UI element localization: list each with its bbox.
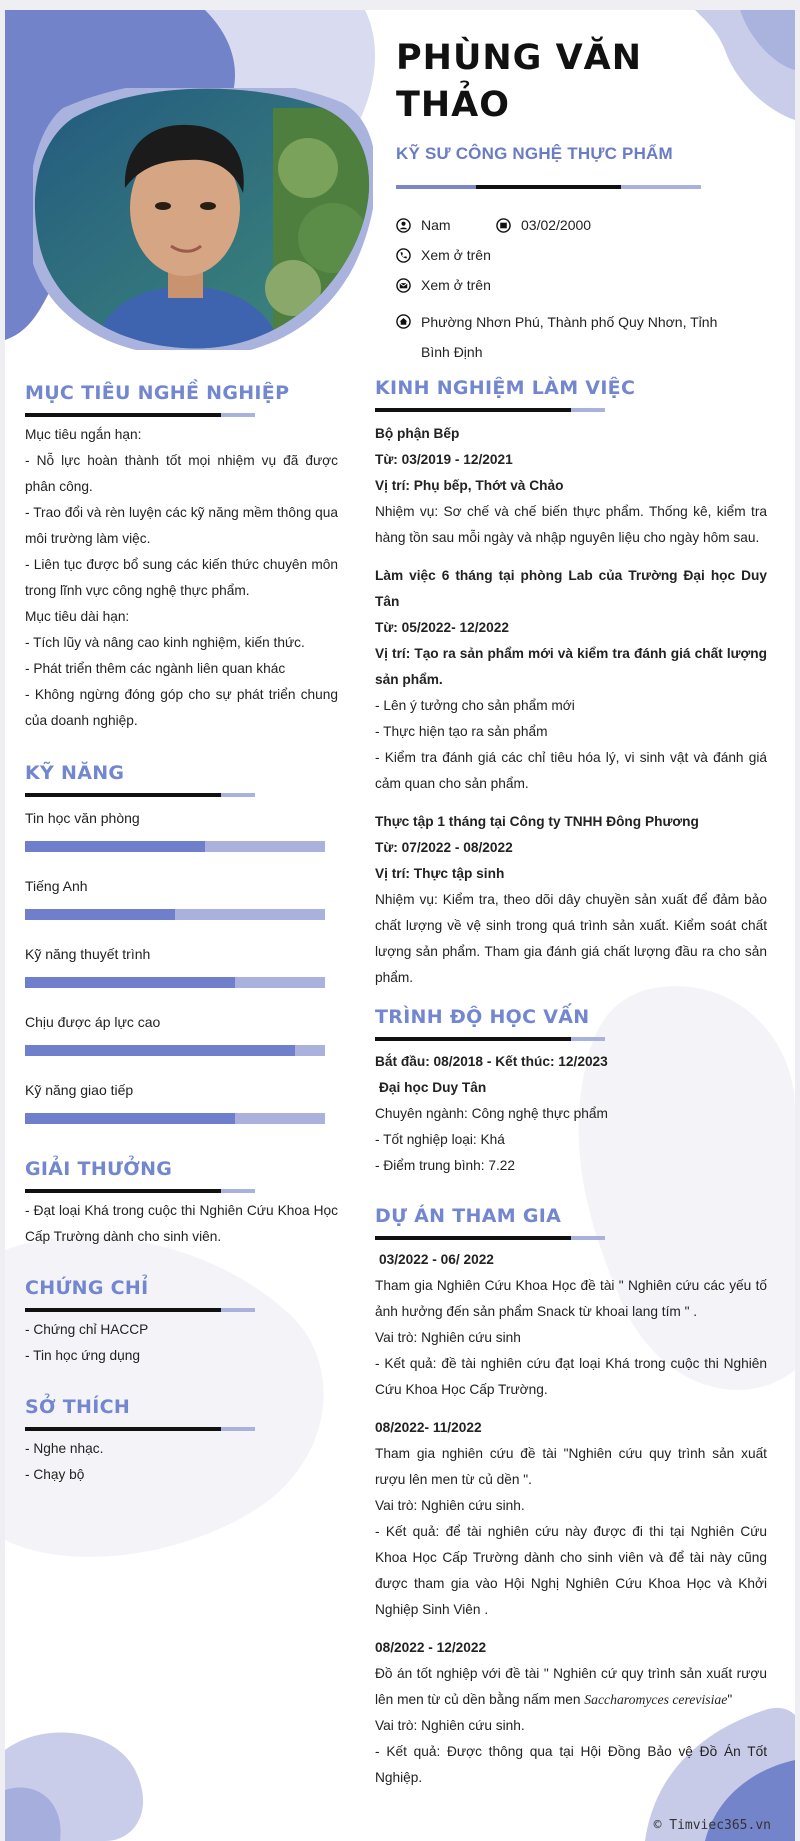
hobby-item: - Nghe nhạc. xyxy=(25,1441,104,1456)
awards-underline xyxy=(25,1189,221,1193)
skill-bar-pressure xyxy=(25,1045,325,1056)
candidate-name xyxy=(396,35,642,129)
job-title: KỸ SƯ CÔNG NGHỆ THỰC PHẨM xyxy=(396,144,673,163)
job-company: Thực tập 1 tháng tại Công ty TNHH Đông Phương xyxy=(375,814,699,829)
project-description: Tham gia Nghiên Cứu Khoa Học đề tài " Nghiên cứu các yếu tố ảnh hưởng đến sản phẩm Snack từ khoai lang tím " . xyxy=(375,1278,767,1319)
objective-line: - Liên tục được bổ sung các kiến thức chuyên môn trong lĩnh vực công nghệ thực phẩm. xyxy=(25,557,338,598)
education-line: - Tốt nghiệp loại: Khá xyxy=(375,1132,505,1147)
hobbies-heading: SỞ THÍCH xyxy=(25,1396,131,1418)
certificates-underline-accent xyxy=(221,1308,255,1312)
project-role: Vai trò: Nghiên cứu sinh. xyxy=(375,1498,525,1513)
certificates-list xyxy=(25,1317,338,1369)
project-description: Tham gia nghiên cứu đề tài "Nghiên cứu quy trình sản xuất rượu lên men từ củ dền ". xyxy=(375,1446,767,1487)
phone-value: Xem ở trên xyxy=(421,247,491,263)
awards-underline-accent xyxy=(221,1189,255,1193)
hobbies-list xyxy=(25,1436,338,1488)
objective-line: - Phát triển thêm các ngành liên quan khác xyxy=(25,661,286,676)
skill-label-communication: Kỹ năng giao tiếp xyxy=(25,1082,134,1098)
skills-heading: KỸ NĂNG xyxy=(25,762,125,784)
projects-underline xyxy=(375,1236,571,1240)
education-period: Bắt đầu: 08/2018 - Kết thúc: 12/2023 xyxy=(375,1054,608,1069)
objective-underline xyxy=(25,413,221,417)
watermark: © Timviec365.vn xyxy=(653,1818,771,1833)
name-line-2: THẢO xyxy=(396,85,511,125)
project-description xyxy=(375,1661,767,1713)
title-underline-right xyxy=(621,185,701,189)
project-species-name: Saccharomyces cerevisiae xyxy=(584,1692,728,1707)
project-description-prefix: Đồ án tốt nghiệp với đề tài " Nghiên cứ quy trình sản xuất rượu lên men từ củ dền bằng nấm men xyxy=(375,1666,767,1707)
experience-underline xyxy=(375,408,571,412)
hobbies-underline-accent xyxy=(221,1427,255,1431)
user-icon xyxy=(396,218,411,233)
skill-bar-presentation xyxy=(25,977,325,988)
skills-underline xyxy=(25,793,221,797)
certificates-heading: CHỨNG CHỈ xyxy=(25,1277,149,1299)
hobbies-underline xyxy=(25,1427,221,1431)
job-description: Nhiệm vụ: Sơ chế và chế biến thực phẩm. Thống kê, kiểm tra hàng tồn sau mỗi ngày và nhập nguyên liệu cho ngày hôm sau. xyxy=(375,504,767,545)
contact-phone xyxy=(396,247,491,263)
contact-dob xyxy=(496,217,591,233)
project-role: Vai trò: Nghiên cứu sinh. xyxy=(375,1718,525,1733)
project-role: Vai trò: Nghiên cứu sinh xyxy=(375,1330,521,1345)
project-period: 03/2022 - 06/ 2022 xyxy=(379,1252,494,1267)
email-value: Xem ở trên xyxy=(421,277,491,293)
experience-heading: KINH NGHIỆM LÀM VIỆC xyxy=(375,377,636,399)
job-position: Vị trí: Thực tập sinh xyxy=(375,866,505,881)
job-company: Bộ phận Bếp xyxy=(375,426,460,441)
skill-label-pressure: Chịu được áp lực cao xyxy=(25,1014,161,1030)
objective-line: - Trao đổi và rèn luyện các kỹ năng mềm thông qua môi trường làm việc. xyxy=(25,505,338,546)
contact-email xyxy=(396,277,491,293)
skill-level-office xyxy=(25,841,205,852)
projects-text xyxy=(375,1247,767,1791)
dob-value: 03/02/2000 xyxy=(521,217,592,233)
experience-text xyxy=(375,421,767,991)
objective-line: - Tích lũy và nâng cao kinh nghiệm, kiến thức. xyxy=(25,635,305,650)
objective-underline-accent xyxy=(221,413,255,417)
experience-underline-accent xyxy=(571,408,605,412)
project-result: - Kết quả: đề tài nghiên cứu đạt loại Khá trong cuộc thi Nghiên Cứu Khoa Học Cấp Trường. xyxy=(375,1356,767,1397)
skill-label-english: Tiếng Anh xyxy=(25,878,88,894)
project-result: - Kết quả: Được thông qua tại Hội Đồng Bảo vệ Đồ Án Tốt Nghiệp. xyxy=(375,1744,767,1785)
education-line: - Điểm trung bình: 7.22 xyxy=(375,1158,515,1173)
name-line-1: PHÙNG VĂN xyxy=(396,38,643,78)
objective-line: Mục tiêu dài hạn: xyxy=(25,609,130,624)
skill-level-presentation xyxy=(25,977,235,988)
skill-level-pressure xyxy=(25,1045,295,1056)
address-line-2: Bình Định xyxy=(421,344,483,360)
job-period: Từ: 07/2022 - 08/2022 xyxy=(375,840,513,855)
job-task: - Lên ý tưởng cho sản phẩm mới xyxy=(375,698,575,713)
education-line: Chuyên ngành: Công nghệ thực phẩm xyxy=(375,1106,608,1121)
awards-text: - Đạt loại Khá trong cuộc thi Nghiên Cứu Khoa Học Cấp Trường dành cho sinh viên. xyxy=(25,1203,338,1244)
project-period: 08/2022- 11/2022 xyxy=(375,1420,482,1435)
title-underline-center xyxy=(476,185,621,189)
skill-bar-english xyxy=(25,909,325,920)
education-school: Đại học Duy Tân xyxy=(379,1080,487,1095)
skill-label-office: Tin học văn phòng xyxy=(25,810,140,826)
calendar-icon xyxy=(496,218,511,233)
job-period: Từ: 05/2022- 12/2022 xyxy=(375,620,509,635)
home-icon xyxy=(396,314,411,329)
hobby-item: - Chạy bộ xyxy=(25,1467,85,1482)
project-result: - Kết quả: để tài nghiên cứu này được đi thi tại Nghiên Cứu Khoa Học Cấp Trường dành cho sinh viên và để tài này cũng được tham gia vào Hội Nghị Nghiên Cứu Khoa Học và Khởi Nghiệp Sinh Viên . xyxy=(375,1524,767,1617)
awards-heading: GIẢI THƯỞNG xyxy=(25,1158,173,1180)
skill-level-communication xyxy=(25,1113,235,1124)
job-position: Vị trí: Tạo ra sản phẩm mới và kiểm tra đánh giá chất lượng sản phẩm. xyxy=(375,646,767,687)
gender-value: Nam xyxy=(421,217,451,233)
certificate-item: - Tin học ứng dụng xyxy=(25,1348,140,1363)
skill-bar-communication xyxy=(25,1113,325,1124)
project-period: 08/2022 - 12/2022 xyxy=(375,1640,487,1655)
profile-photo xyxy=(33,88,373,350)
objective-text xyxy=(25,422,338,734)
resume-page xyxy=(5,10,795,1841)
education-text xyxy=(375,1049,767,1179)
education-underline-accent xyxy=(571,1037,605,1041)
address-line-1: Phường Nhơn Phú, Thành phố Quy Nhơn, Tỉnh xyxy=(421,314,718,330)
job-position: Vị trí: Phụ bếp, Thớt và Chảo xyxy=(375,478,564,493)
skill-bar-office xyxy=(25,841,325,852)
certificate-item: - Chứng chỉ HACCP xyxy=(25,1322,149,1337)
projects-underline-accent xyxy=(571,1236,605,1240)
objective-heading: MỤC TIÊU NGHỀ NGHIỆP xyxy=(25,382,290,404)
contact-gender xyxy=(396,217,451,233)
education-heading: TRÌNH ĐỘ HỌC VẤN xyxy=(375,1006,590,1028)
job-company: Làm việc 6 tháng tại phòng Lab của Trường Đại học Duy Tân xyxy=(375,568,767,609)
objective-line: - Không ngừng đóng góp cho sự phát triển chung của doanh nghiệp. xyxy=(25,687,338,728)
skills-underline-accent xyxy=(221,793,255,797)
job-task: - Thực hiện tạo ra sản phẩm xyxy=(375,724,548,739)
project-description-suffix: " xyxy=(727,1692,733,1707)
contact-address xyxy=(396,307,717,367)
objective-line: Mục tiêu ngắn hạn: xyxy=(25,427,142,442)
objective-line: - Nỗ lực hoàn thành tốt mọi nhiệm vụ đã được phân công. xyxy=(25,453,338,494)
title-underline-left xyxy=(396,185,476,189)
education-underline xyxy=(375,1037,571,1041)
job-description: Nhiệm vụ: Kiểm tra, theo dõi dây chuyền sản xuất để đảm bảo chất lượng về vệ sinh trong quá trình sản xuất. Kiểm soát chất lượng sản phẩm. Tham gia đánh giá chất lượng đầu ra cho sản phẩm. xyxy=(375,892,767,985)
job-task: - Kiểm tra đánh giá các chỉ tiêu hóa lý, vi sinh vật và đánh giá cảm quan cho sản phẩm. xyxy=(375,750,767,791)
phone-icon xyxy=(396,248,411,263)
certificates-underline xyxy=(25,1308,221,1312)
email-icon xyxy=(396,278,411,293)
job-period: Từ: 03/2019 - 12/2021 xyxy=(375,452,513,467)
skill-level-english xyxy=(25,909,175,920)
projects-heading: DỰ ÁN THAM GIA xyxy=(375,1205,562,1227)
skill-label-presentation: Kỹ năng thuyết trình xyxy=(25,946,151,962)
